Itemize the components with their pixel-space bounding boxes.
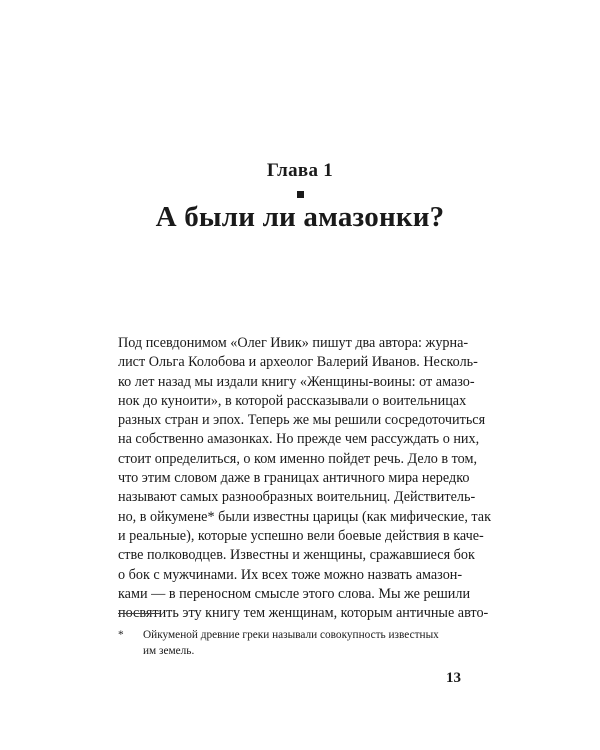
body-line: ками — в переносном смысле этого слова. Мы же решили (118, 585, 471, 602)
footnote-line: им земель. (143, 645, 195, 657)
body-line: лист Ольга Колобова и археолог Валерий Иванов. Несколь- (118, 354, 478, 371)
footnote-divider (118, 613, 160, 614)
footnote-text (143, 627, 461, 659)
chapter-title: А были ли амазонки? (155, 201, 445, 233)
chapter-label: Глава 1 (266, 160, 334, 181)
page-number: 13 (446, 670, 461, 686)
chapter-square-marker (297, 191, 304, 198)
footnote-line: Ойкуменой древние греки называли совокупность известных (143, 629, 439, 641)
body-line: нок до куноити», в которой рассказывали о воительницах (118, 392, 467, 409)
body-line: что этим словом даже в границах античного мира нередко (118, 470, 470, 487)
body-line: и реальные), которые успешно вели боевые действия в каче- (118, 527, 484, 544)
body-paragraph (118, 334, 491, 623)
body-line: разных стран и эпох. Теперь же мы решили сосредоточиться (118, 412, 486, 429)
body-line: посвятить эту книгу тем женщинам, которым античные авто- (118, 605, 489, 622)
body-line: Под псевдонимом «Олег Ивик» пишут два автора: журна- (118, 335, 469, 351)
footnote (118, 627, 461, 659)
footnote-mark: * (118, 629, 124, 641)
body-line: но, в ойкумене* были известны царицы (как мифические, так (118, 508, 491, 525)
body-line: ко лет назад мы издали книгу «Женщины-воины: от амазо- (118, 373, 475, 390)
body-line: стве полководцев. Известны и женщины, сражавшиеся бок (118, 547, 475, 564)
body-line: стоит определиться, о ком именно пойдет речь. Дело в том, (118, 450, 478, 467)
body-line: о бок с мужчинами. Их всех тоже можно назвать амазон- (118, 566, 463, 583)
body-line: называют самых разнообразных воительниц. Действитель- (118, 489, 476, 506)
body-line: на собственно амазонках. Но прежде чем рассуждать о них, (118, 431, 480, 448)
